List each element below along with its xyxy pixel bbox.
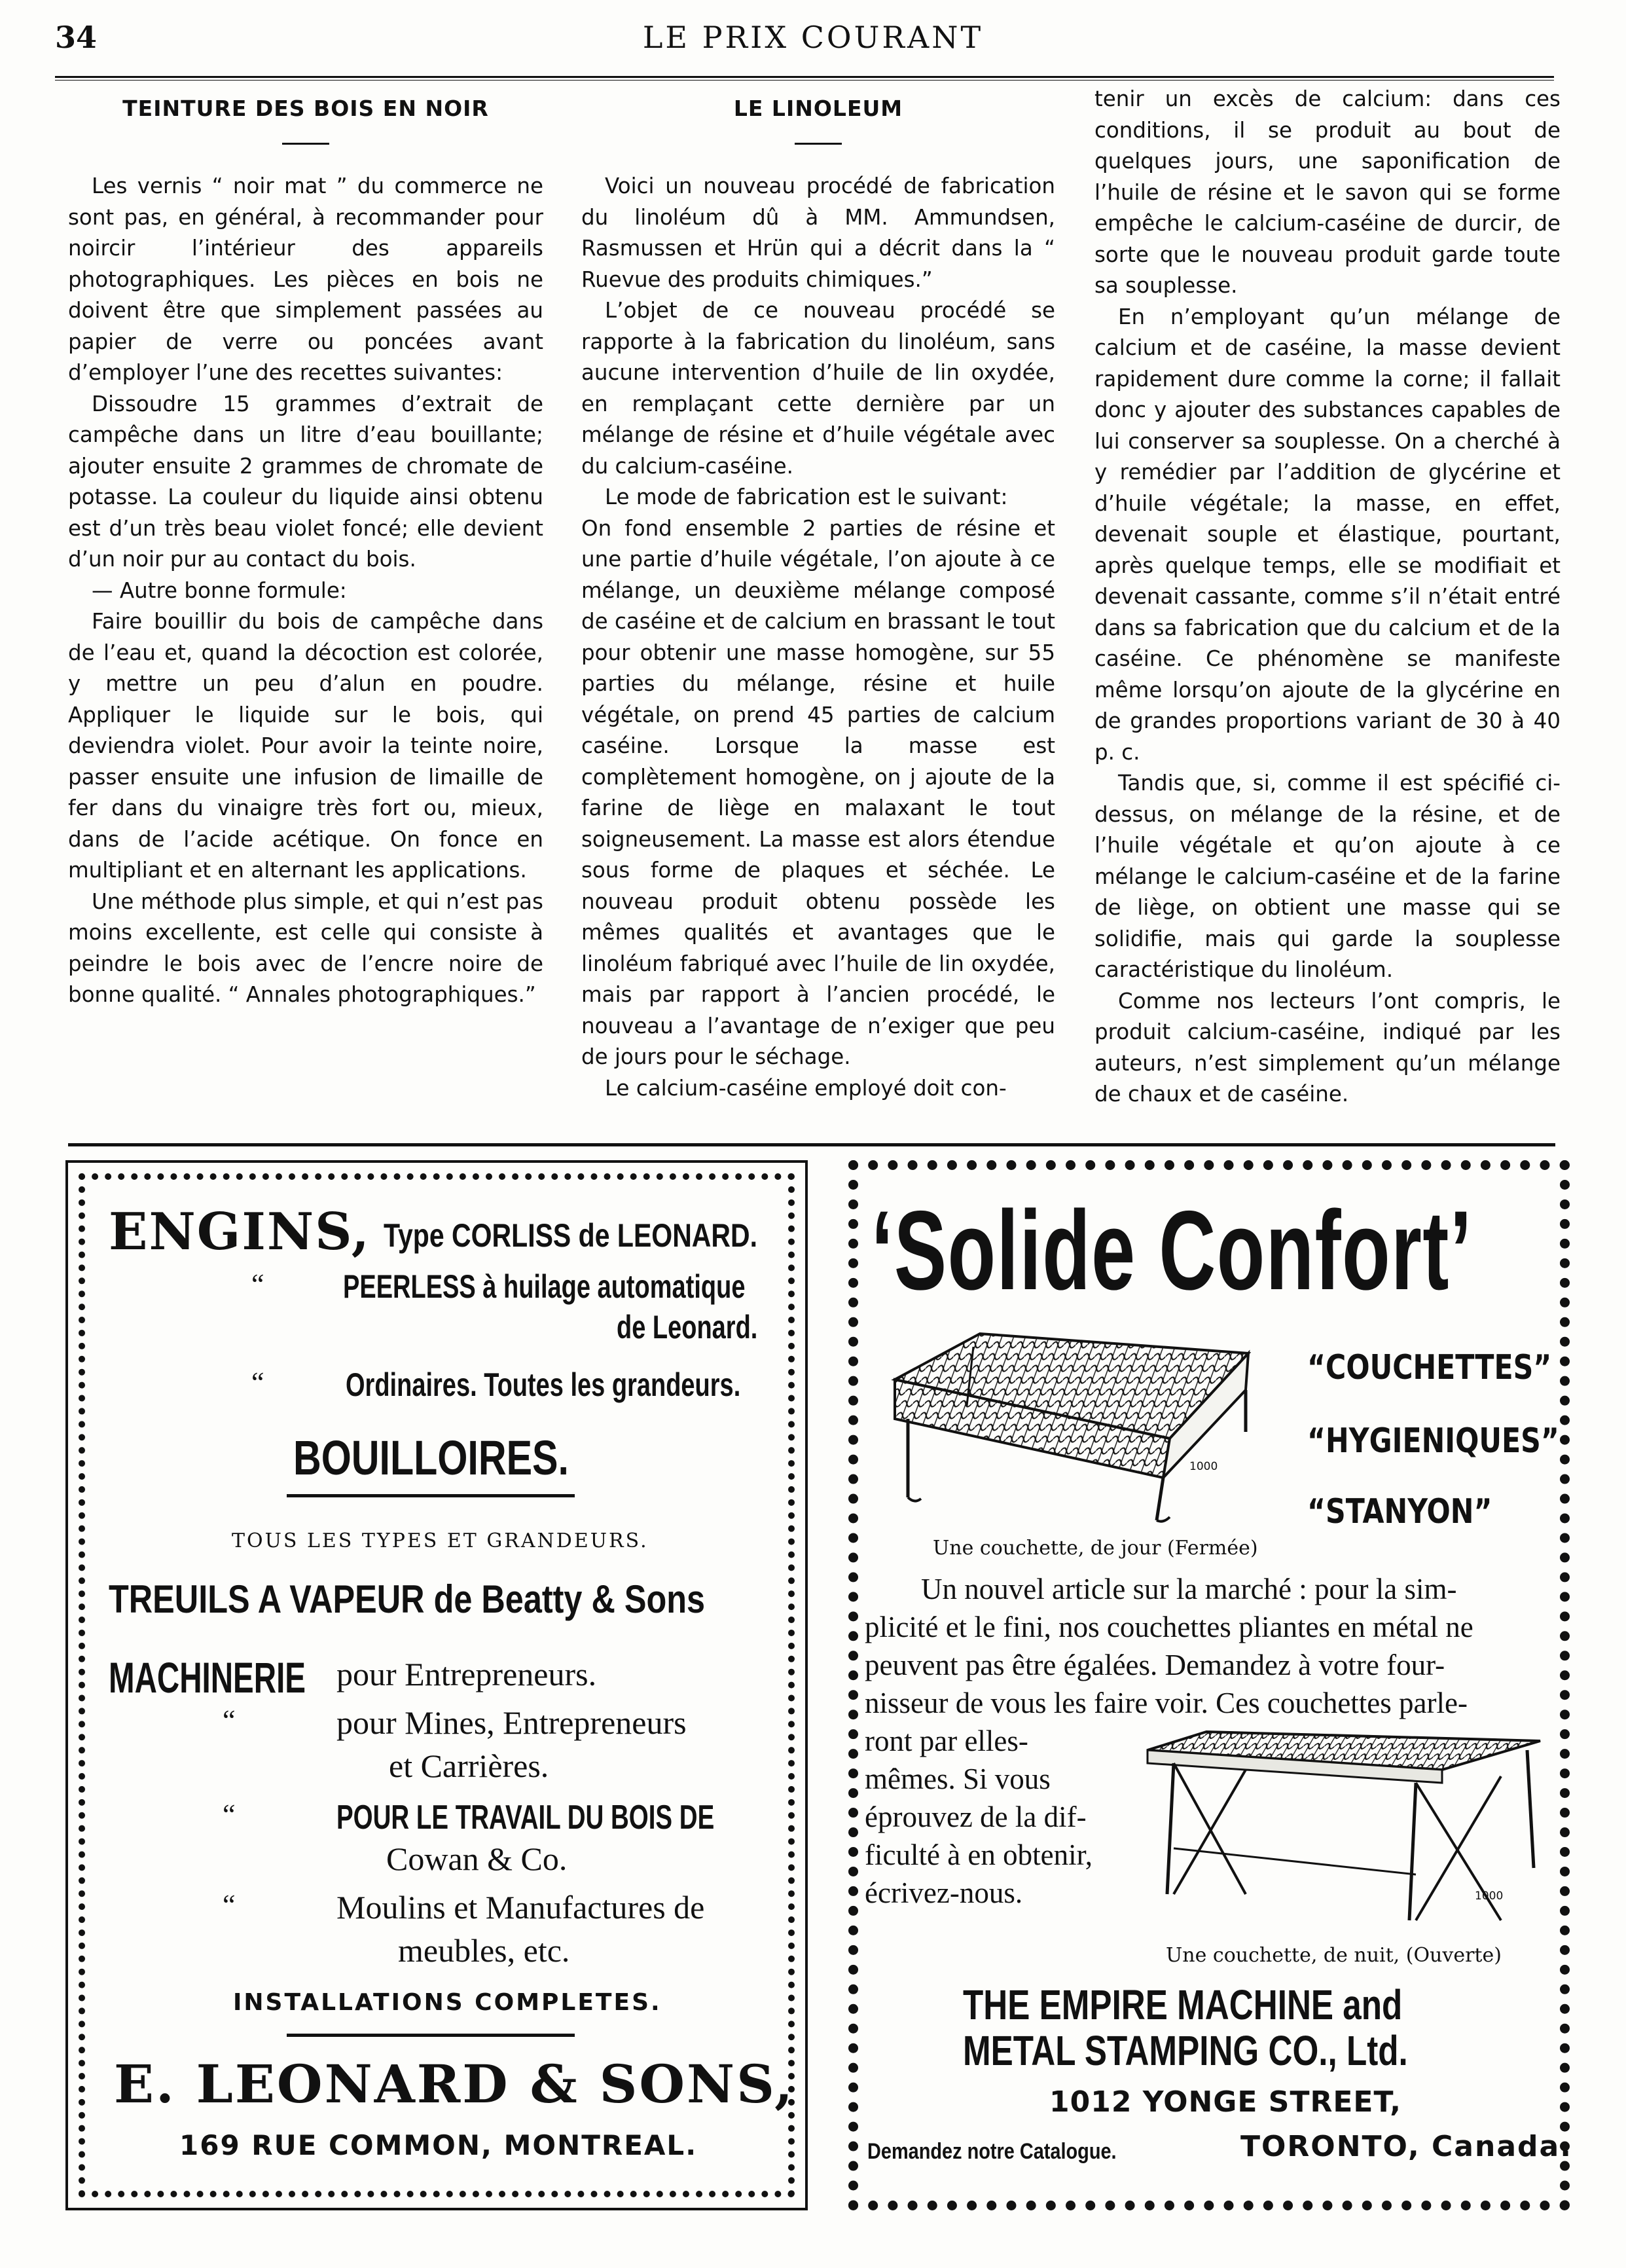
paragraph: On fond ensemble 2 parties de résine et une partie d’huile végétale, l’on ajoute à ce mélange, un deuxième mélange composé de caséine et de calcium en brassant le tout pour obtenir une masse homogène, sur 55 parties du mélange, résine et huile végétale, on prend 45 parties de calcium caséine. Lorsque la masse est complètement homogène, on j ajoute de la farine de liège en malaxant le tout soigneusement. La masse est alors étendue sous forme de plaques et séchée. Le nouveau produit obtenu possède les mêmes qualités et avantages que le linoléum fabriqué avec l’huile de lin oxydée, mais par rapport à l’ancien procédé, le nouveau a l’avantage de n’exiger que peu de jours pour le séchage. — [581, 515, 1055, 1069]
ditto-mark: “ — [223, 1704, 236, 1736]
section-rule — [68, 1143, 1555, 1146]
paragraph: tenir un excès de calcium: dans ces conditions, il se produit au bout de quelques jours, une saponification de l’huile de résine et le savon qui se forme empêche le calcium-caséine de durcir, de sorte que le nouveau produit garde toute sa souplesse. — [1094, 86, 1561, 298]
article-linoleum-continued — [1094, 84, 1561, 1110]
paragraph: Voici un nouveau procédé de fabrication du linoléum dû à MM. Ammundsen, Rasmussen et Hrün qui a décrit dans la “ Ruevue des produits chimiques.” — [581, 174, 1055, 292]
engins-heading: ENGINS, — [109, 1202, 370, 1262]
paragraph: L’objet de ce nouveau procédé se rapporte à la fabrication du linoléum, sans aucune intervention d’huile de lin oxydée, en remplaçant cette dernière par un mélange de résine et d’huile végétale avec du calcium-caséine. — [581, 298, 1055, 479]
ordinaires-line: Ordinaires. Toutes les grandeurs. — [346, 1366, 741, 1403]
body-line: écrivez-nous. — [865, 1876, 1023, 1909]
paragraph: En n’employant qu’un mélange de calcium et de caséine, la masse devient rapidement dure comme la corne; il fallait donc y ajouter des substances capables de lui conserver sa souplesse. On a cherché à y remédier par l’addition de glycérine et d’huile végétale; la masse, en effet, devenait souple et élastique, pourtant, après quelque temps, elle se modifiait et devenait cassante, comme s’il n’était entré dans sa fabrication que du calcium et de la caséine. Ce phénomène se manifeste même lorsqu’on ajoute de la glycérine en de grandes proportions variant de 30 à 40 p. c. — [1094, 304, 1561, 765]
page-number: 34 — [55, 20, 98, 55]
body-line: nisseur de vous les faire voir. Ces couchettes parle- — [865, 1687, 1468, 1719]
article-teinture — [68, 84, 543, 1011]
caption-night: Une couchette, de nuit, (Ouverte) — [1166, 1944, 1502, 1967]
peerless-line-2: de Leonard. — [617, 1309, 758, 1345]
travail-bois-line: POUR LE TRAVAIL DU BOIS DE — [336, 1799, 715, 1837]
ditto-mark: “ — [223, 1889, 236, 1921]
body-line: ficulté à en obtenir, — [865, 1838, 1093, 1871]
paragraph: Tandis que, si, comme il est spécifié ci-dessus, on mélange de la résine, et de l’huile végétale et qu’on ajoute à ce mélange le calcium-caséine et de la farine de liège, on obtient une masse qui se solidifie, mais qui garde la souplesse caractéristique du linoléum. — [1094, 771, 1561, 982]
tous-types-line: TOUS LES TYPES ET GRANDEURS. — [232, 1529, 649, 1552]
model-number-label: 1000 — [1475, 1890, 1504, 1903]
model-number-label: 1000 — [1189, 1460, 1218, 1473]
couchettes-label: “COUCHETTES” — [1307, 1348, 1552, 1387]
paragraph: Une méthode plus simple, et qui n’est pas moins excellente, est celle qui consiste à peindre le bois avec de l’encre noire de bonne qualité. “ Annales photographiques.” — [68, 888, 543, 1007]
stanyon-label: “STANYON” — [1307, 1492, 1492, 1531]
paragraph: Le mode de fabrication est le suivant: — [605, 485, 1008, 509]
article-title: LE LINOLEUM — [733, 96, 903, 121]
type-corliss-line: Type CORLISS de LEONARD. — [384, 1217, 758, 1254]
body-line: mêmes. Si vous — [865, 1763, 1051, 1795]
heading-underline — [287, 1494, 575, 1497]
company-line-2: METAL STAMPING CO., Ltd. — [963, 2027, 1408, 2074]
city-line: TORONTO, Canada. — [1240, 2130, 1572, 2163]
title-dash — [795, 143, 842, 145]
paragraph: Dissoudre 15 grammes d’extrait de campêche dans un litre d’eau bouillante; ajouter ensuite 2 grammes de chromate de potasse. La couleur du liquide ainsi obtenu est d’un très beau violet foncé; elle devient d’un noir pur au contact du bois. — [68, 391, 543, 572]
article-title: TEINTURE DES BOIS EN NOIR — [122, 96, 489, 121]
machinerie-label: MACHINERIE — [109, 1653, 306, 1702]
body-line: ront par elles- — [865, 1725, 1028, 1757]
title-dash — [282, 143, 329, 145]
journal-title: LE PRIX COURANT — [642, 20, 984, 55]
paragraph: Les vernis “ noir mat ” du commerce ne sont pas, en général, à recommander pour noircir l’intérieur des appareils photographiques. Les pièces en bois ne doivent être que simplement passées au papier de verre ou poncées avant d’employer l’une des recettes suivantes: — [68, 174, 543, 385]
ditto-mark: “ — [223, 1799, 236, 1831]
paragraph: Faire bouillir du bois de campêche dans de l’eau et, quand la décoction est colorée, y mettre un peu d’alun en poudre. Appliquer le liquide sur le bois, qui deviendra violet. Pour avoir la teinte noire, passer ensuite une infusion de limaille de fer dans du vinaigre très fort ou, mieux, dans de l’acide acétique. On fonce en multipliant et en alternant les applications. — [68, 609, 543, 883]
installations-line: INSTALLATIONS COMPLETES. — [233, 1989, 662, 2016]
company-line-1: THE EMPIRE MACHINE and — [963, 1981, 1403, 2028]
street-address: 1012 YONGE STREET, — [1049, 2085, 1401, 2119]
company-name: E. LEONARD & SONS, — [114, 2053, 795, 2115]
moulins-line: Moulins et Manufactures de — [336, 1889, 705, 1926]
divider — [287, 2034, 575, 2037]
bouilloires-heading: BOUILLOIRES. — [293, 1431, 569, 1485]
header-rule — [55, 76, 1554, 81]
pour-entrepreneurs: pour Entrepreneurs. — [336, 1656, 597, 1692]
paragraph: Le calcium-caséine employé doit con- — [605, 1075, 1007, 1101]
body-line: plicité et le fini, nos couchettes pliantes en métal ne — [865, 1611, 1473, 1643]
caption-day: Une couchette, de jour (Fermée) — [933, 1537, 1258, 1560]
couch-night-illustration — [1134, 1730, 1547, 1933]
couch-day-illustration — [882, 1327, 1255, 1524]
body-line: éprouvez de la dif- — [865, 1801, 1087, 1833]
hygieniques-label: “HYGIENIQUES” — [1307, 1421, 1559, 1461]
peerless-line: PEERLESS à huilage automatique — [343, 1268, 746, 1305]
catalogue-line: Demandez notre Catalogue. — [867, 2139, 1117, 2164]
ditto-mark: “ — [251, 1366, 264, 1399]
advertisement-empire — [848, 1160, 1570, 2210]
paragraph: — Autre bonne formule: — [92, 577, 347, 603]
body-line: peuvent pas être égalées. Demandez à votre four- — [865, 1649, 1445, 1681]
article-linoleum — [581, 84, 1055, 1104]
body-line: Un nouvel article sur la marché : pour la sim- — [921, 1573, 1457, 1605]
advertisement-leonard — [65, 1160, 808, 2210]
moulins-line-2: meubles, etc. — [398, 1932, 570, 1969]
pour-mines-line: pour Mines, Entrepreneurs — [336, 1704, 687, 1741]
company-address: 169 RUE COMMON, MONTREAL. — [179, 2129, 698, 2161]
treuils-line: TREUILS A VAPEUR de Beatty & Sons — [109, 1577, 706, 1621]
solide-confort-headline: ‘Solide Confort’ — [871, 1188, 1473, 1313]
paragraph: Comme nos lecteurs l’ont compris, le produit calcium-caséine, indiqué par les auteurs, n’est simplement qu’un mélange de chaux et de caséine. — [1094, 988, 1561, 1107]
pour-mines-line-2: et Carrières. — [389, 1747, 549, 1784]
ditto-mark: “ — [251, 1268, 264, 1300]
travail-bois-line-2: Cowan & Co. — [386, 1840, 568, 1877]
